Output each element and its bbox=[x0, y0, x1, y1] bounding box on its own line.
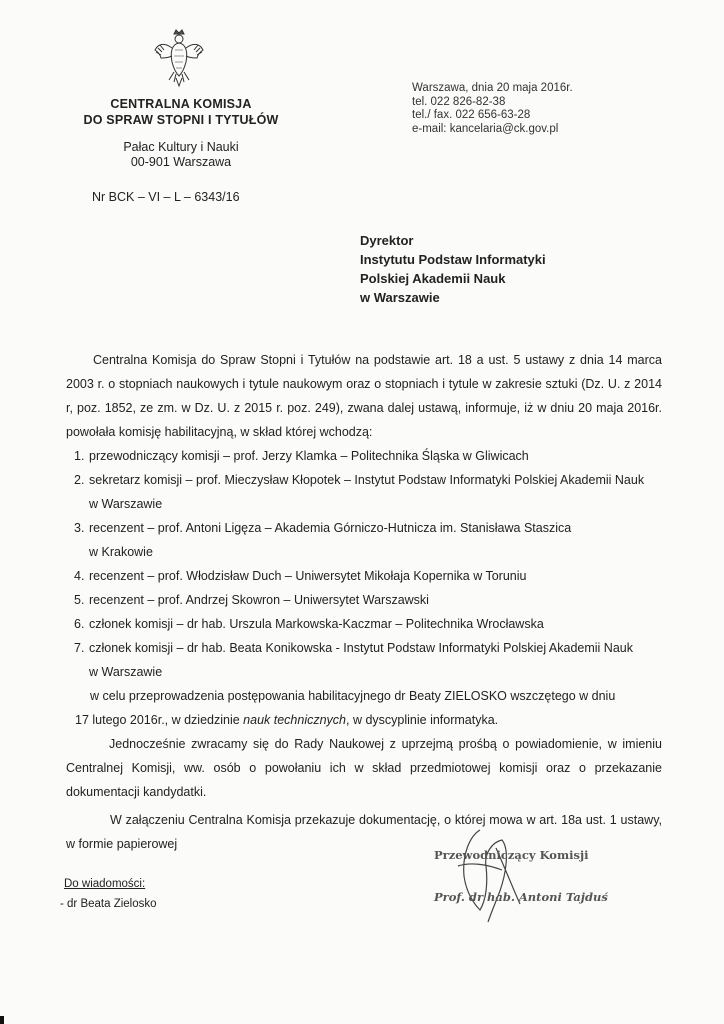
eagle-emblem-icon bbox=[152, 28, 206, 90]
recipient-line3: Polskiej Akademii Nauk bbox=[360, 271, 506, 286]
member-text: członek komisji – dr hab. Beata Konikowska - Instytut Podstaw Informatyki Polskiej Akademii Nauk bbox=[89, 641, 633, 655]
recipient-line2: Instytutu Podstaw Informatyki bbox=[360, 252, 546, 267]
distribution-item: - dr Beata Zielosko bbox=[60, 898, 157, 910]
contact-block bbox=[412, 82, 573, 136]
field-of-science: nauk technicznych bbox=[243, 713, 347, 727]
member-text: recenzent – prof. Andrzej Skowron – Uniwersytet Warszawski bbox=[89, 593, 429, 607]
signatory-title: Przewodniczący Komisji bbox=[434, 848, 589, 862]
member-number: 2. bbox=[74, 473, 85, 487]
member-number: 7. bbox=[74, 641, 85, 655]
phone-number: tel. 022 826-82-38 bbox=[412, 95, 506, 108]
intro-paragraph: Centralna Komisja do Spraw Stopni i Tytułów na podstawie art. 18 a ust. 5 ustawy z dnia 14 marca 2003 r. o stopniach naukowych i tytule naukowym oraz o stopniach i tytule w zakresie sztuki (Dz. U. z 2014 r, poz. 1852, ze zm. w Dz. U. z 2015 r. poz. 249), zwana dalej ustawą, informuje, iż w dniu 20 maja 2016r. powołała komisję habilitacyjną, w skład której wchodzą: bbox=[66, 353, 662, 439]
fax-number: tel./ fax. 022 656-63-28 bbox=[412, 109, 531, 121]
member-number: 3. bbox=[74, 521, 85, 535]
signatory-name: Prof. dr hab. Antoni Tajduś bbox=[434, 890, 608, 904]
place-date: Warszawa, dnia 20 maja 2016r. bbox=[412, 82, 573, 94]
member-item-4 bbox=[66, 564, 662, 588]
member-text: przewodniczący komisji – prof. Jerzy Klamka – Politechnika Śląska w Gliwicach bbox=[89, 449, 529, 463]
institution-name-line1: CENTRALNA KOMISJA bbox=[110, 97, 252, 111]
purpose-line1: w celu przeprowadzenia postępowania habilitacyjnego dr Beaty ZIELOSKO wszczętego w dniu bbox=[90, 689, 616, 703]
address-line1: Pałac Kultury i Nauki bbox=[123, 140, 239, 154]
email-address: e-mail: kancelaria@ck.gov.pl bbox=[412, 122, 559, 135]
member-item-2 bbox=[66, 468, 662, 516]
member-text-continuation: w Warszawie bbox=[89, 497, 163, 511]
member-text: sekretarz komisji – prof. Mieczysław Kłopotek – Instytut Podstaw Informatyki Polskiej Akademii Nauk bbox=[89, 473, 645, 487]
institution-name bbox=[60, 96, 302, 128]
member-item-7 bbox=[66, 636, 662, 684]
recipient-line1: Dyrektor bbox=[360, 233, 414, 248]
reference-number: Nr BCK – VI – L – 6343/16 bbox=[92, 190, 240, 204]
handwritten-signature bbox=[440, 826, 530, 926]
member-number: 1. bbox=[74, 449, 85, 463]
member-text-continuation: w Warszawie bbox=[89, 665, 163, 679]
member-item-1 bbox=[66, 444, 662, 468]
member-number: 6. bbox=[74, 617, 85, 631]
member-number: 4. bbox=[74, 569, 85, 583]
member-number: 5. bbox=[74, 593, 85, 607]
address-line2: 00-901 Warszawa bbox=[130, 155, 232, 169]
purpose-text-a: 17 lutego 2016r., w dziedzinie bbox=[75, 713, 244, 727]
attachment-text: W załączeniu Centralna Komisja przekazuje dokumentację, o której mowa w art. 18a ust. 1 ustawy, w formie papierowej bbox=[66, 813, 662, 851]
member-text: recenzent – prof. Włodzisław Duch – Uniwersytet Mikołaja Kopernika w Toruniu bbox=[89, 569, 527, 583]
recipient-line4: w Warszawie bbox=[360, 290, 440, 305]
request-paragraph: Jednocześnie zwracamy się do Rady Naukowej z uprzejmą prośbą o powiadomienie, w imieniu Centralnej Komisji, ww. osób o powołaniu ich w skład przedmiotowej komisji oraz o przekazanie dokumentacji kandydatki. bbox=[66, 737, 662, 799]
institution-address bbox=[60, 140, 302, 170]
member-text: członek komisji – dr hab. Urszula Markowska-Kaczmar – Politechnika Wrocławska bbox=[89, 617, 544, 631]
letter-body bbox=[66, 348, 662, 804]
distribution-label: Do wiadomości: bbox=[64, 878, 146, 890]
committee-members-list bbox=[66, 444, 662, 684]
scan-edge-mark bbox=[0, 1016, 4, 1024]
member-text: recenzent – prof. Antoni Ligęza – Akademia Górniczo-Hutnicza im. Stanisława Staszica bbox=[89, 521, 572, 535]
member-item-3 bbox=[66, 516, 662, 564]
recipient-block bbox=[360, 231, 546, 307]
purpose-text-b: , w dyscyplinie informatyka. bbox=[346, 713, 499, 727]
purpose-line2 bbox=[66, 708, 662, 732]
member-text-continuation: w Krakowie bbox=[89, 545, 153, 559]
member-item-6 bbox=[66, 612, 662, 636]
member-item-5 bbox=[66, 588, 662, 612]
institution-name-line2: DO SPRAW STOPNI I TYTUŁÓW bbox=[83, 113, 279, 127]
